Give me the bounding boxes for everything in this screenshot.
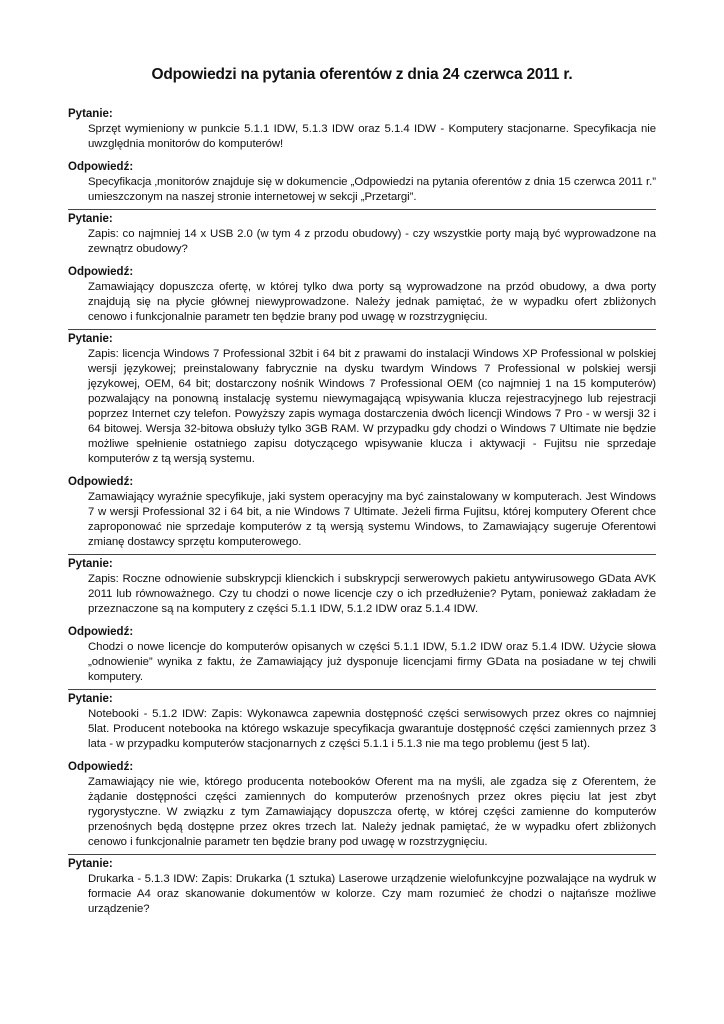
qa-item-2	[68, 209, 656, 329]
answer-label: Odpowiedź:	[68, 626, 134, 638]
question-text: Zapis: co najmniej 14 x USB 2.0 (w tym 4 z przodu obudowy) - czy wszystkie porty mają być wyprowadzone na zewnątrz obudowy?	[88, 228, 656, 255]
answer-label: Odpowiedź:	[68, 476, 134, 488]
answer-text: Zamawiający nie wie, którego producenta notebooków Oferent ma na myśli, ale zgadza się z Oferentem, że żądanie dostępności części zamiennych do komputerów przenośnych przez okres pięciu lat jest zbyt rygorystyczne. W związku z tym Zamawiający dopuszcza ofertę, w której części zamienne do komputerów przenośnych będą dostępne przez okres trzech lat. Należy jednak pamiętać, że w wypadku ofert zbliżonych cenowo i funkcjonalnie parametr ten będzie brany pod uwagę w rozstrzygnięciu.	[88, 776, 656, 848]
qa-item-3	[68, 329, 656, 554]
question-label: Pytanie:	[68, 108, 113, 120]
qa-item-4	[68, 554, 656, 689]
question-label: Pytanie:	[68, 333, 113, 345]
answer-label: Odpowiedź:	[68, 266, 134, 278]
answer-text: Zamawiający dopuszcza ofertę, w której tylko dwa porty są wyprowadzone na przód obudowy, a dwa porty znajdują się na płycie głównej niewyprowadzone. Należy jednak pamiętać, że w wypadku ofert zbliżonych cenowo i funkcjonalnie parametr ten będzie brany pod uwagę w rozstrzygnięciu.	[88, 281, 656, 323]
question-text: Notebooki - 5.1.2 IDW: Zapis: Wykonawca zapewnia dostępność części serwisowych przez okres co najmniej 5lat. Producent notebooka na którego wskazuje specyfikacja gwarantuje dostępność części zamiennych przez 3 lata - w przypadku komputerów stacjonarnych z części 5.1.1 i 5.1.3 nie ma tego problemu (jest 5 lat).	[88, 708, 656, 750]
question-text: Sprzęt wymieniony w punkcie 5.1.1 IDW, 5.1.3 IDW oraz 5.1.4 IDW - Komputery stacjonarne. Specyfikacja nie uwzględnia monitorów do komputerów!	[88, 123, 656, 150]
answer-label: Odpowiedź:	[68, 761, 134, 773]
document-title: Odpowiedzi na pytania oferentów z dnia 24 czerwca 2011 r.	[151, 66, 573, 83]
answer-text: Chodzi o nowe licencje do komputerów opisanych w części 5.1.1 IDW, 5.1.2 IDW oraz 5.1.4 IDW. Użycie słowa „odnowienie” wynika z faktu, że Zamawiający już dysponuje licencjami firmy GData na posiadane w tej chwili komputery.	[88, 641, 656, 683]
question-text: Zapis: Roczne odnowienie subskrypcji klienckich i subskrypcji serwerowych pakietu antywirusowego GData AVK 2011 lub równoważnego. Czy tu chodzi o nowe licencje czy o ich przedłużenie? Pytam, ponieważ zakładam że przeznaczone są na komputery z części 5.1.1 IDW, 5.1.2 IDW oraz 5.1.4 IDW.	[88, 573, 656, 615]
question-text: Zapis: licencja Windows 7 Professional 32bit i 64 bit z prawami do instalacji Windows XP Professional w polskiej wersji językowej; preinstalowany fabrycznie na dysku twardym Windows 7 Professional w polskiej wersji językowej, OEM, 64 bit; dostarczony nośnik Windows 7 Professional OEM (co najmniej 1 na 15 komputerów) pozwalający na ponowną instalację systemu niewymagającą wpisywania klucza rejestracyjnego lub rejestracji poprzez Internet czy telefon. Powyższy zapis wymaga dostarczenia dwóch licencji Windows 7 Pro - w wersji 32 i 64 bitowej. Wersja 32-bitowa obsłuży tylko 3GB RAM. W przypadku gdy chodzi o Windows 7 Ultimate nie będzie możliwe spełnienie ostatniego zapisu dotyczącego wpisywanie klucza i aktywacji - Fujitsu nie sprzedaje komputerów z tą wersją systemu.	[88, 348, 656, 465]
answer-label: Odpowiedź:	[68, 161, 134, 173]
question-label: Pytanie:	[68, 213, 113, 225]
qa-list	[68, 107, 656, 921]
qa-item-6	[68, 854, 656, 921]
answer-text: Zamawiający wyraźnie specyfikuje, jaki system operacyjny ma być zainstalowany w komputerach. Jest Windows 7 w wersji Professional 32 i 64 bit, a nie Windows 7 Ultimate. Jeżeli firma Fujitsu, której komputery Oferent chce zaproponować nie sprzedaje komputerów z tą wersją systemu Windows, to Zamawiający sugeruje Oferentowi zmianę dostawcy sprzętu komputerowego.	[88, 491, 656, 548]
question-label: Pytanie:	[68, 858, 113, 870]
question-text: Drukarka - 5.1.3 IDW: Zapis: Drukarka (1 sztuka) Laserowe urządzenie wielofunkcyjne pozwalające na wydruk w formacie A4 oraz skanowanie dokumentów w kolorze. Czy mam rozumieć że chodzi o najtańsze możliwe urządzenie?	[88, 873, 656, 915]
qa-item-1	[68, 107, 656, 209]
answer-text: Specyfikacja ‚monitorów znajduje się w dokumencie „Odpowiedzi na pytania oferentów z dnia 15 czerwca 2011 r.” umieszczonym na naszej stronie internetowej w sekcji „Przetargi”.	[88, 176, 656, 203]
qa-item-5	[68, 689, 656, 854]
question-label: Pytanie:	[68, 693, 113, 705]
question-label: Pytanie:	[68, 558, 113, 570]
